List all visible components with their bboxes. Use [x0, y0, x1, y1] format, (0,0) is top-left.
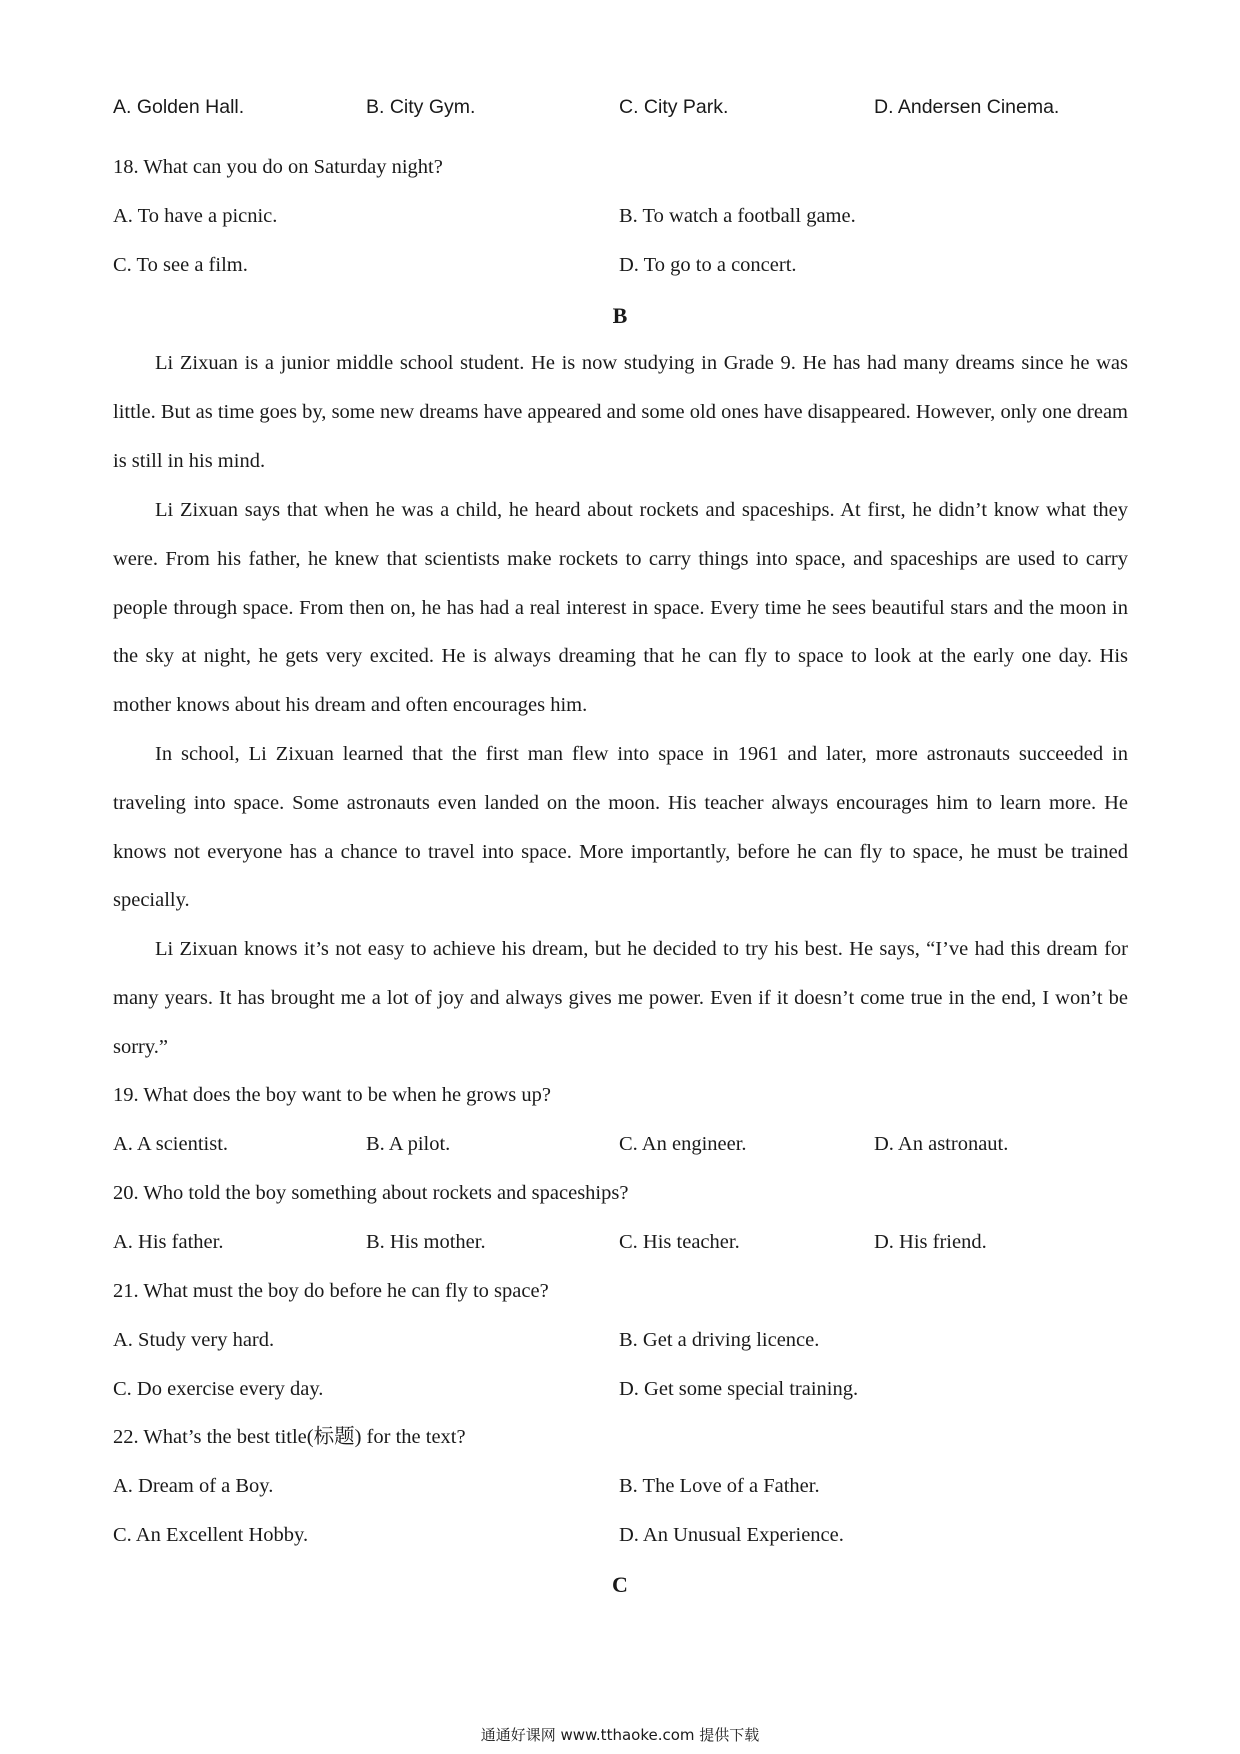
q20-option-a: A. His father. [113, 1231, 224, 1253]
q19-stem: 19. What does the boy want to be when he grows up? [113, 1084, 551, 1106]
q18-option-d: D. To go to a concert. [619, 254, 797, 276]
q20-stem: 20. Who told the boy something about rockets and spaceships? [113, 1182, 629, 1204]
q22-stem: 22. What’s the best title(标题) for the text? [113, 1426, 466, 1448]
q22-option-b: B. The Love of a Father. [619, 1475, 820, 1497]
q21-stem: 21. What must the boy do before he can fly to space? [113, 1280, 549, 1302]
q18-option-c: C. To see a film. [113, 254, 248, 276]
q22-option-a: A. Dream of a Boy. [113, 1475, 274, 1497]
q21-option-b: B. Get a driving licence. [619, 1329, 820, 1351]
q17-option-c: C. City Park. [619, 96, 729, 118]
q19-option-d: D. An astronaut. [874, 1133, 1009, 1155]
q20-option-b: B. His mother. [366, 1231, 486, 1253]
section-c-heading: C [612, 1572, 628, 1597]
passage-paragraph-2: Li Zixuan says that when he was a child, he heard about rockets and spaceships. At first, he didn’t know what they were. From his father, he knew that scientists make rockets to carry things into space, and spaceships are used to carry people through space. From then on, he has had a real interest in space. Every time he sees beautiful stars and the moon in the sky at night, he gets very excited. He is always dreaming that he can fly to space to look at the early one day. His mother knows about his dream and often encourages him. [113, 499, 1128, 717]
q17-option-b: B. City Gym. [366, 96, 476, 118]
q21-option-d: D. Get some special training. [619, 1378, 859, 1400]
q22-option-c: C. An Excellent Hobby. [113, 1524, 309, 1546]
passage-paragraph-4: Li Zixuan knows it’s not easy to achieve his dream, but he decided to try his best. He says, “I’ve had this dream for many years. It has brought me a lot of joy and always gives me power. Even if it doesn’t come true in the end, I won’t be sorry.” [113, 938, 1128, 1058]
q17-option-d: D. Andersen Cinema. [874, 96, 1060, 118]
section-b-heading: B [612, 303, 628, 328]
q20-option-d: D. His friend. [874, 1231, 987, 1253]
page-footer: 通通好课网 www.tthaoke.com 提供下载 [480, 1726, 760, 1744]
q20-option-c: C. His teacher. [619, 1231, 740, 1253]
passage-paragraph-3: In school, Li Zixuan learned that the first man flew into space in 1961 and later, more astronauts succeeded in traveling into space. Some astronauts even landed on the moon. His teacher always encourages him to learn more. He knows not everyone has a chance to travel into space. More importantly, before he can fly to space, he must be trained specially. [113, 743, 1128, 912]
q21-option-a: A. Study very hard. [113, 1329, 275, 1351]
q21-option-c: C. Do exercise every day. [113, 1378, 324, 1400]
q19-option-c: C. An engineer. [619, 1133, 747, 1155]
q19-option-b: B. A pilot. [366, 1133, 451, 1155]
q18-stem: 18. What can you do on Saturday night? [113, 156, 443, 178]
q22-option-d: D. An Unusual Experience. [619, 1524, 844, 1546]
q19-option-a: A. A scientist. [113, 1133, 229, 1155]
q18-option-a: A. To have a picnic. [113, 205, 278, 227]
q18-option-b: B. To watch a football game. [619, 205, 856, 227]
q17-option-a: A. Golden Hall. [113, 96, 245, 118]
passage-paragraph-1: Li Zixuan is a junior middle school student. He is now studying in Grade 9. He has had many dreams since he was little. But as time goes by, some new dreams have appeared and some old ones have disappeared. However, only one dream is still in his mind. [113, 352, 1128, 472]
